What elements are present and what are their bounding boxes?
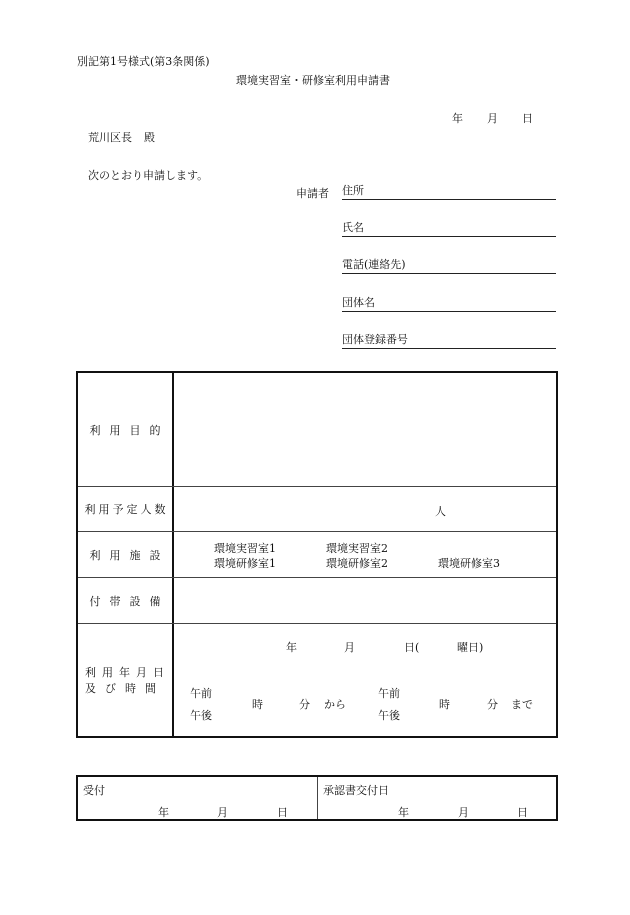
office-use-divider xyxy=(317,777,318,819)
start-minute-label: 分 xyxy=(299,698,310,711)
attendees-label: 利用予定人数 xyxy=(84,503,169,516)
received-label: 受付 xyxy=(83,784,105,797)
office-use-table xyxy=(76,775,558,821)
end-am-label[interactable]: 午前 xyxy=(378,687,400,700)
form-title: 環境実習室・研修室利用申請書 xyxy=(236,74,390,87)
facility-option[interactable]: 環境研修室2 xyxy=(326,557,388,570)
form-id: 別記第1号様式(第3条関係) xyxy=(77,55,210,68)
phone-label: 電話(連絡先) xyxy=(342,258,406,271)
equipment-input[interactable] xyxy=(174,578,556,623)
group-name-label: 団体名 xyxy=(342,296,375,309)
approval-day-label: 日 xyxy=(517,806,528,819)
group-name-field[interactable] xyxy=(342,297,556,312)
applicant-label: 申請者 xyxy=(296,187,329,200)
attendees-input[interactable] xyxy=(174,487,556,531)
date-year-label: 年 xyxy=(452,112,463,125)
purpose-label: 利用目的 xyxy=(89,423,170,437)
start-pm-label[interactable]: 午後 xyxy=(190,709,212,722)
from-label: から xyxy=(324,698,346,711)
name-field[interactable] xyxy=(342,222,556,237)
application-table xyxy=(76,371,558,738)
end-hour-label: 時 xyxy=(439,698,450,711)
addressee-name: 荒川区長 xyxy=(88,131,132,144)
attendees-unit: 人 xyxy=(435,505,446,518)
address-field[interactable] xyxy=(342,185,556,200)
approval-month-label: 月 xyxy=(458,806,469,819)
date-month-label: 月 xyxy=(487,112,498,125)
datetime-label-line2: 及び時間 xyxy=(85,682,165,695)
datetime-label xyxy=(78,624,172,736)
addressee xyxy=(88,129,155,145)
received-day-label: 日 xyxy=(277,806,288,819)
end-minute-label: 分 xyxy=(487,698,498,711)
addressee-suffix: 殿 xyxy=(144,131,155,144)
datetime-day-label: 日( xyxy=(404,641,420,654)
facility-option[interactable]: 環境研修室1 xyxy=(214,557,276,570)
facility-option[interactable]: 環境研修室3 xyxy=(438,557,500,570)
date-day-label: 日 xyxy=(522,112,533,125)
address-label: 住所 xyxy=(342,184,364,197)
end-pm-label[interactable]: 午後 xyxy=(378,709,400,722)
start-am-label[interactable]: 午前 xyxy=(190,687,212,700)
group-registration-number-label: 団体登録番号 xyxy=(342,333,408,346)
approval-year-label: 年 xyxy=(398,806,409,819)
group-registration-number-field[interactable] xyxy=(342,334,556,349)
purpose-input[interactable] xyxy=(174,373,556,486)
datetime-label-line1: 利用年月日 xyxy=(85,666,170,679)
equipment-label: 付帯設備 xyxy=(89,594,170,608)
facility-option[interactable]: 環境実習室2 xyxy=(326,542,388,555)
approval-date-label: 承認書交付日 xyxy=(323,784,389,797)
facility-label: 利用施設 xyxy=(89,548,170,562)
datetime-month-label: 月 xyxy=(344,641,355,654)
received-year-label: 年 xyxy=(158,806,169,819)
intro-text: 次のとおり申請します。 xyxy=(88,169,209,182)
datetime-weekday-label: 曜日) xyxy=(457,641,484,654)
received-month-label: 月 xyxy=(217,806,228,819)
start-hour-label: 時 xyxy=(252,698,263,711)
until-label: まで xyxy=(511,698,533,711)
facility-option[interactable]: 環境実習室1 xyxy=(214,542,276,555)
phone-field[interactable] xyxy=(342,259,556,274)
datetime-year-label: 年 xyxy=(286,641,297,654)
name-label: 氏名 xyxy=(342,221,364,234)
